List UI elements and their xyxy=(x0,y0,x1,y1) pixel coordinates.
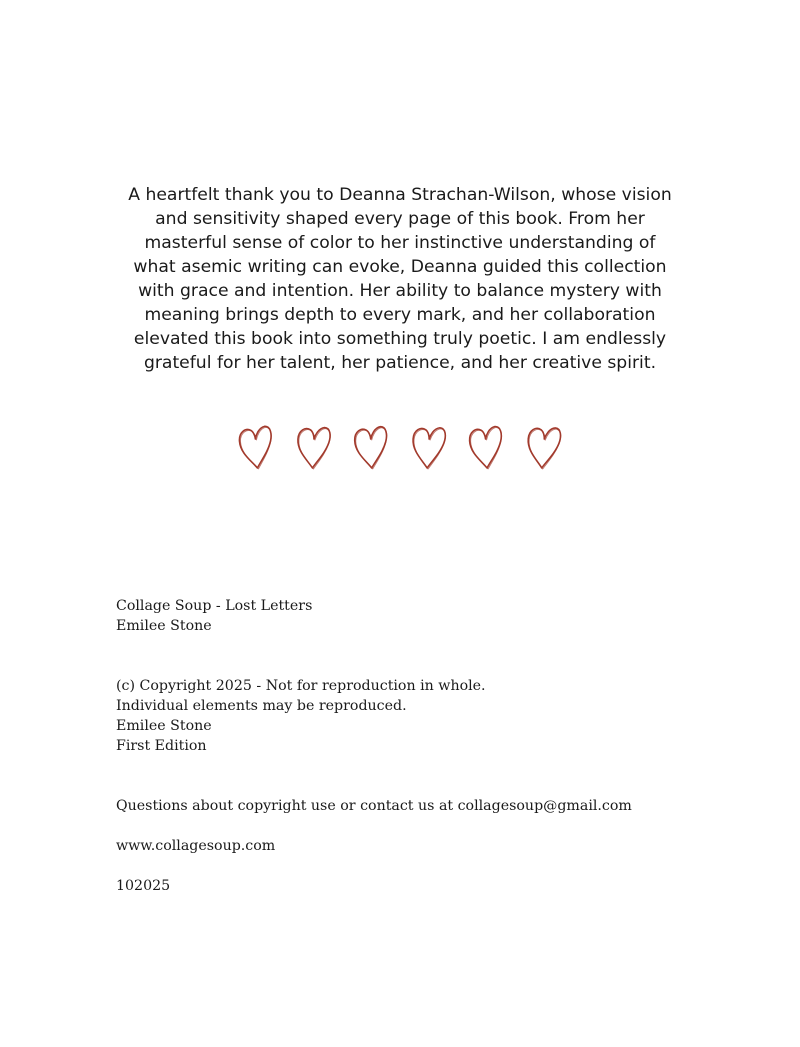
dedication-line: masterful sense of color to her instinctive understanding of xyxy=(144,233,656,253)
heart-outline-icon xyxy=(469,426,503,470)
heart-outline-icon xyxy=(411,426,446,470)
title-block xyxy=(116,596,312,636)
heart-stroke xyxy=(354,426,387,468)
hearts-svg xyxy=(228,418,572,478)
dedication-line: elevated this book into something truly poetic. I am endlessly xyxy=(133,329,667,349)
website-block xyxy=(116,836,275,856)
hearts-row xyxy=(228,418,572,478)
dedication-line: with grace and intention. Her ability to balance mystery with xyxy=(138,281,662,301)
dedication-line: A heartfelt thank you to Deanna Strachan-Wilson, whose vision xyxy=(128,185,672,205)
copyright-block xyxy=(116,676,486,756)
dedication-line: grateful for her talent, her patience, and her creative spirit. xyxy=(143,353,657,373)
heart-outline-icon xyxy=(239,426,274,470)
dedication-line: meaning brings depth to every mark, and her collaboration xyxy=(144,305,656,325)
print-code: 102025 xyxy=(116,878,171,894)
author-name: Emilee Stone xyxy=(116,618,212,634)
heart-outline-icon xyxy=(526,426,562,471)
heart-outline-icon xyxy=(296,426,330,470)
heart-outline-icon xyxy=(354,426,388,469)
contact-block xyxy=(116,796,632,816)
copyright-author: Emilee Stone xyxy=(116,718,212,734)
edition: First Edition xyxy=(116,738,207,754)
copyright-notice: (c) Copyright 2025 - Not for reproduction in whole. xyxy=(116,678,486,694)
reproduction-note: Individual elements may be reproduced. xyxy=(116,698,407,714)
website-url: www.collagesoup.com xyxy=(116,838,276,854)
code-block xyxy=(116,876,170,896)
dedication-line: what asemic writing can evoke, Deanna guided this collection xyxy=(133,257,667,277)
book-title: Collage Soup - Lost Letters xyxy=(116,598,313,614)
dedication-paragraph xyxy=(120,183,680,375)
contact-line: Questions about copyright use or contact us at collagesoup@gmail.com xyxy=(116,798,632,814)
dedication-line: and sensitivity shaped every page of this book. From her xyxy=(155,209,645,229)
